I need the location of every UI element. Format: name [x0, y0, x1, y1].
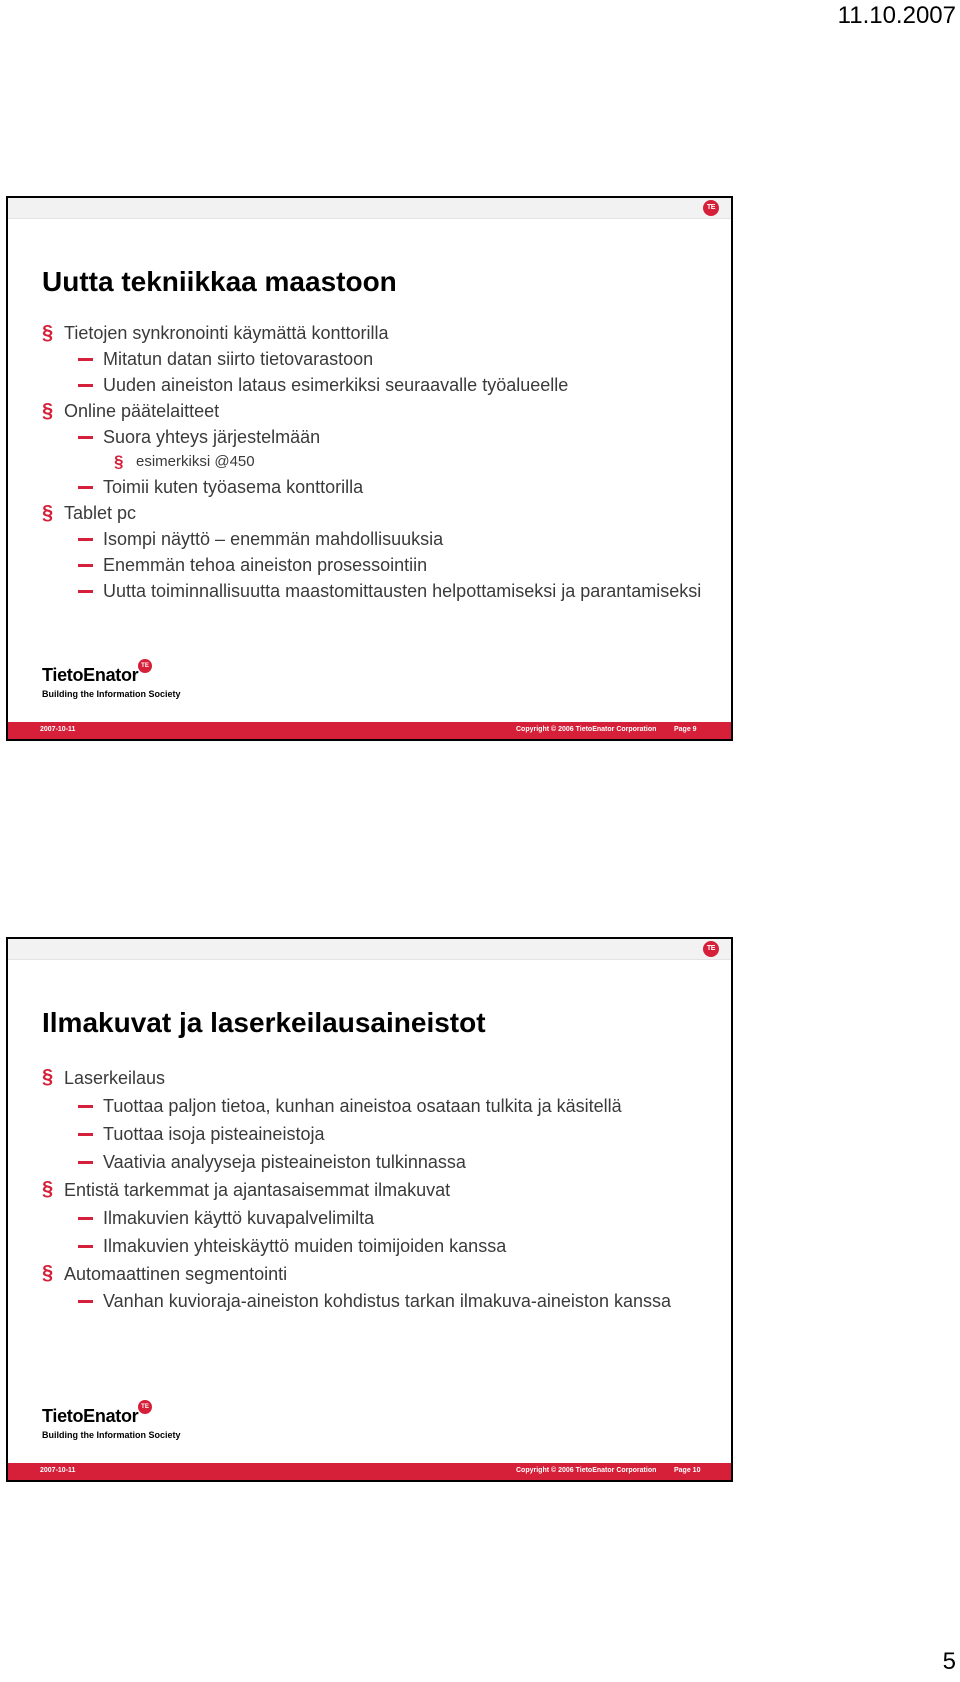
section-mark-icon: §: [42, 502, 54, 524]
slide-1: [6, 196, 733, 741]
slide-top-band: [8, 198, 731, 219]
section-mark-icon: §: [42, 400, 54, 422]
slide-2: [6, 937, 733, 1482]
footer-copyright: Copyright © 2006 TietoEnator Corporation: [516, 1467, 657, 1474]
sub-bullet-item: Uutta toiminnallisuutta maastomittausten helpottamiseksi ja parantamiseksi: [42, 578, 711, 604]
slide-footer: [8, 722, 731, 739]
logo-brand-text: TietoEnator: [42, 665, 139, 685]
slide-top-band: [8, 939, 731, 960]
sub-bullet-item: Ilmakuvien käyttö kuvapalvelimilta: [42, 1204, 711, 1232]
dash-bullet-icon: [78, 1105, 93, 1108]
dash-bullet-icon: [78, 384, 93, 387]
sub-bullet-item: Vaativia analyyseja pisteaineiston tulkinnassa: [42, 1148, 711, 1176]
tietoenator-logo: [42, 1406, 182, 1446]
footer-copyright: Copyright © 2006 TietoEnator Corporation: [516, 726, 657, 733]
sub-bullet-item: Suora yhteys järjestelmään: [42, 424, 711, 450]
section-mark-icon: §: [42, 1066, 54, 1088]
logo-tagline: Building the Information Society: [42, 689, 181, 699]
sub-bullet-item: Toimii kuten työasema konttorilla: [42, 474, 711, 500]
dash-bullet-icon: [78, 1161, 93, 1164]
te-logo-badge-icon: TE: [138, 659, 152, 673]
te-logo-badge-icon: TE: [703, 200, 719, 216]
bullet-item: § Online päätelaitteet: [42, 400, 220, 422]
sub-bullet-item: Vanhan kuvioraja-aineiston kohdistus tarkan ilmakuva-aineiston kanssa: [42, 1288, 711, 1314]
dash-bullet-icon: [78, 590, 93, 593]
sub-bullet-item: Mitatun datan siirto tietovarastoon: [42, 346, 711, 372]
sub-bullet-item: Enemmän tehoa aineiston prosessointiin: [42, 552, 711, 578]
section-mark-icon: §: [42, 322, 54, 344]
dash-bullet-icon: [78, 486, 93, 489]
footer-page-number: Page 9: [674, 726, 697, 733]
bullet-list: [42, 320, 711, 604]
footer-page-number: Page 10: [674, 1467, 701, 1474]
sub-sub-bullet-item: § esimerkiksi @450: [42, 450, 711, 474]
dash-bullet-icon: [78, 1217, 93, 1220]
sub-bullet-item: Tuottaa paljon tietoa, kunhan aineistoa osataan tulkita ja käsitellä: [42, 1092, 711, 1120]
sub-bullet-item: Uuden aineiston lataus esimerkiksi seuraavalle työalueelle: [42, 372, 711, 398]
dash-bullet-icon: [78, 1300, 93, 1303]
tietoenator-logo: [42, 665, 182, 705]
slide-title: Ilmakuvat ja laserkeilausaineistot: [42, 1007, 486, 1038]
dash-bullet-icon: [78, 564, 93, 567]
dash-bullet-icon: [78, 358, 93, 361]
sub-bullet-item: Ilmakuvien yhteiskäyttö muiden toimijoiden kanssa: [42, 1232, 711, 1260]
section-mark-icon: §: [114, 452, 124, 471]
slide-footer: [8, 1463, 731, 1480]
logo-brand-text: TietoEnator: [42, 1406, 139, 1426]
te-logo-badge-icon: TE: [703, 941, 719, 957]
dash-bullet-icon: [78, 436, 93, 439]
section-mark-icon: §: [42, 1178, 54, 1200]
bullet-item: § Entistä tarkemmat ja ajantasaisemmat ilmakuvat: [42, 1178, 451, 1200]
section-mark-icon: §: [42, 1262, 54, 1284]
bullet-list: [42, 1064, 711, 1314]
footer-date: 2007-10-11: [40, 1467, 76, 1474]
bullet-item: § Laserkeilaus: [42, 1066, 166, 1088]
slide-title: Uutta tekniikkaa maastoon: [42, 266, 397, 297]
dash-bullet-icon: [78, 538, 93, 541]
bullet-item: § Tablet pc: [42, 502, 137, 524]
dash-bullet-icon: [78, 1245, 93, 1248]
page-header-date: 11.10.2007: [837, 2, 956, 29]
footer-date: 2007-10-11: [40, 726, 76, 733]
te-logo-badge-icon: TE: [138, 1400, 152, 1414]
page-number: 5: [942, 1648, 956, 1675]
dash-bullet-icon: [78, 1133, 93, 1136]
sub-bullet-item: Isompi näyttö – enemmän mahdollisuuksia: [42, 526, 711, 552]
bullet-item: § Automaattinen segmentointi: [42, 1262, 288, 1284]
bullet-item: § Tietojen synkronointi käymättä konttorilla: [42, 322, 389, 344]
sub-bullet-item: Tuottaa isoja pisteaineistoja: [42, 1120, 711, 1148]
logo-tagline: Building the Information Society: [42, 1430, 181, 1440]
